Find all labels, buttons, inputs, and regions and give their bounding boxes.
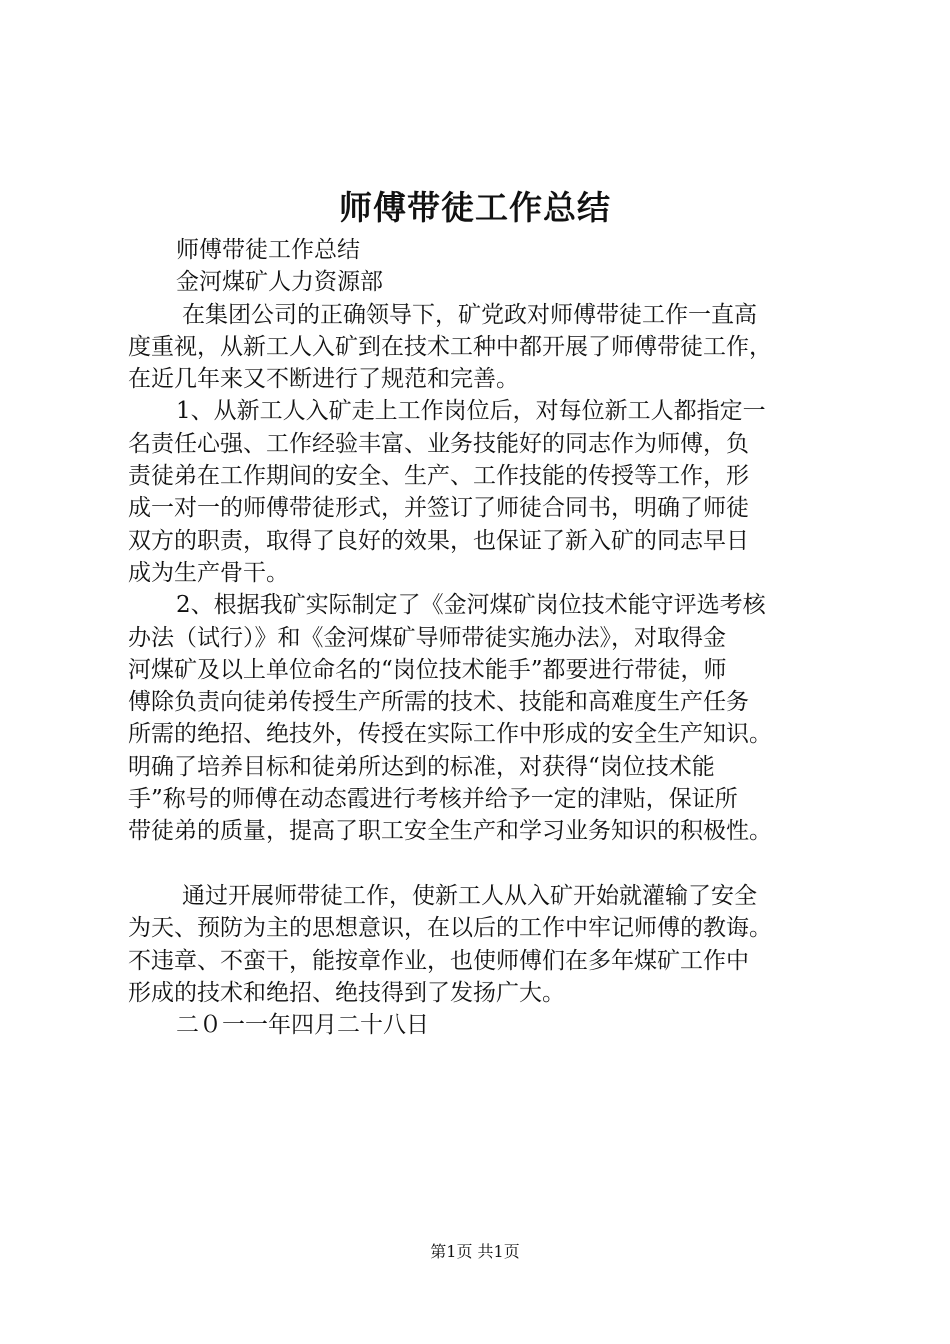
paragraph-line: 手”称号的师傅在动态霞进行考核并给予一定的津贴，保证所 [128, 786, 738, 813]
paragraph-line: 通过开展师带徒工作，使新工人从入矿开始就灌输了安全 [182, 882, 757, 909]
paragraph-line: 明确了培养目标和徒弟所达到的标准，对获得“岗位技术能 [128, 753, 715, 780]
paragraph-line: 不违章、不蛮干，能按章作业，也使师傅们在多年煤矿工作中 [128, 947, 749, 974]
paragraph-line: 成为生产骨干。 [128, 559, 289, 586]
paragraph-line: 度重视，从新工人入矿到在技术工种中都开展了师傅带徒工作， [128, 333, 772, 360]
paragraph-line: 1、从新工人入矿走上工作岗位后，对每位新工人都指定一 [176, 398, 766, 425]
paragraph-line: 双方的职责，取得了良好的效果，也保证了新入矿的同志早日 [128, 527, 749, 554]
paragraph-line: 在集团公司的正确领导下，矿党政对师傅带徒工作一直高 [182, 301, 757, 328]
document-title: 师傅带徒工作总结 [339, 188, 611, 227]
paragraph-line: 办法（试行）》和《金河煤矿导师带徒实施办法》，对取得金 [128, 624, 726, 651]
paragraph-line: 形成的技术和绝招、绝技得到了发扬广大。 [128, 979, 565, 1006]
paragraph-line: 2、根据我矿实际制定了《金河煤矿岗位技术能守评选考核 [176, 592, 766, 619]
paragraph-line: 傅除负责向徒弟传授生产所需的技术、技能和高难度生产任务 [128, 689, 749, 716]
paragraph-line: 为天、预防为主的思想意识，在以后的工作中牢记师傅的教诲。 [128, 915, 772, 942]
page-number: 第1页 共1页 [430, 1242, 520, 1261]
document-body [128, 234, 828, 1041]
paragraph-line: 带徒弟的质量，提高了职工安全生产和学习业务知识的积极性。 [128, 818, 772, 845]
paragraph-line: 成一对一的师傅带徒形式，并签订了师徒合同书，明确了师徒 [128, 495, 749, 522]
paragraph-line: 所需的绝招、绝技外，传授在实际工作中形成的安全生产知识。 [128, 721, 772, 748]
subtitle-line: 师傅带徒工作总结 [176, 237, 360, 263]
paragraph-line: 在近几年来又不断进行了规范和完善。 [128, 366, 519, 393]
department-line: 金河煤矿人力资源部 [176, 269, 383, 296]
paragraph-line: 名责任心强、工作经验丰富、业务技能好的同志作为师傅，负 [128, 430, 749, 457]
paragraph-line: 河煤矿及以上单位命名的“岗位技术能手”都要进行带徒，师 [128, 656, 727, 683]
paragraph-line: 责徒弟在工作期间的安全、生产、工作技能的传授等工作，形 [128, 463, 749, 490]
paragraph-spacer [128, 848, 828, 880]
date-line: 二０一一年四月二十八日 [176, 1012, 429, 1039]
